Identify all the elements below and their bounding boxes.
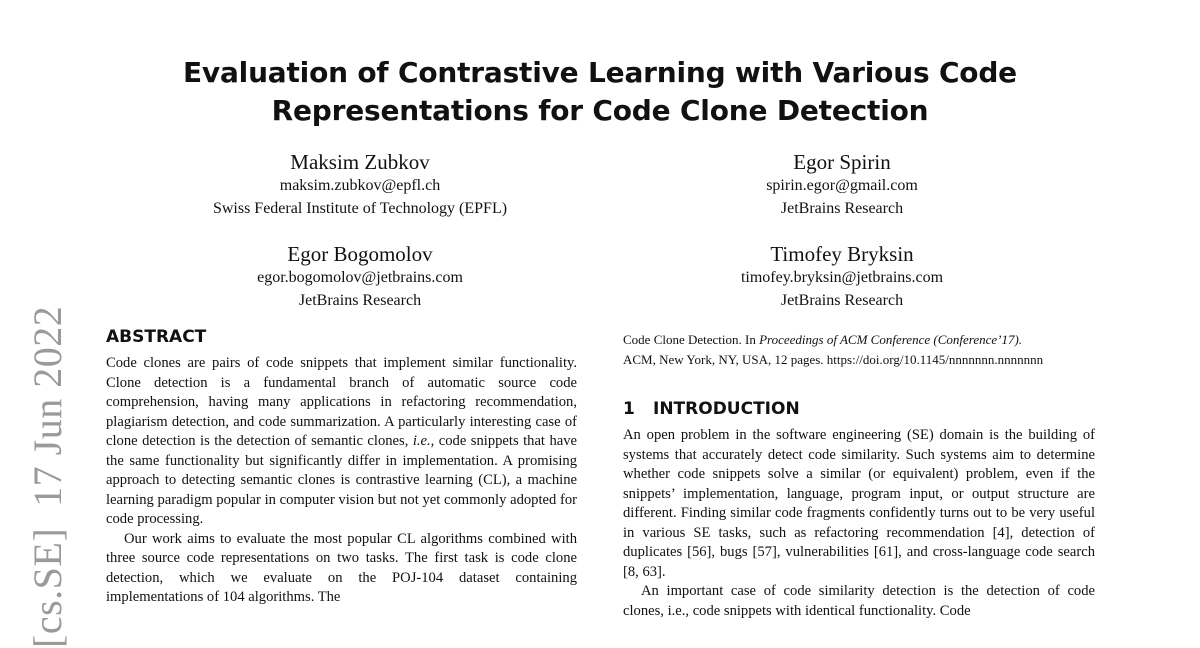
right-column: [623, 330, 1095, 621]
author-block: [622, 150, 1062, 220]
author-name: Egor Spirin: [793, 150, 891, 174]
left-column: [106, 326, 577, 608]
introduction-heading: 1 INTRODUCTION: [623, 399, 800, 419]
author-name: Egor Bogomolov: [287, 242, 433, 266]
abstract-paragraph: Code clones are pairs of code snippets that implement similar functionality. Clone detection is a fundamental branch of automatic source code comprehension, having many applications in refactoring recommendation, plagiarism detection, and code summarization. A particularly interesting case of clone detection is the detection of semantic clones, i.e., code snippets that have the same functionality but significantly differ in implementation. A promising approach to detecting semantic clones is contrastive learning (CL), a machine learning paradigm popular in computer vision but not yet commonly adopted for code processing.: [106, 355, 577, 527]
author-email: spirin.egor@gmail.com: [766, 177, 918, 194]
author-name: Timofey Bryksin: [770, 242, 914, 266]
author-block: [140, 242, 580, 312]
paper-title-line-2: Representations for Code Clone Detection: [271, 94, 929, 127]
abstract-paragraph: Our work aims to evaluate the most popular CL algorithms combined with three source code representations on two tasks. The first task is code clone detection, which we evaluate on the POJ-104 dataset containing implementations of 104 algorithms. The: [106, 530, 577, 605]
paper-title-line-1: Evaluation of Contrastive Learning with Various Code: [183, 56, 1017, 89]
author-affiliation: JetBrains Research: [298, 292, 422, 309]
author-block: [140, 150, 580, 220]
arxiv-stamp: [cs.SE] 17 Jun 2022: [25, 305, 70, 648]
acm-reference: Code Clone Detection. In Proceedings of ACM Conference (Conference’17). ACM, New York, NY, USA, 12 pages. https://doi.org/10.1145/nnnnnnn.nnnnnnn: [623, 332, 1044, 367]
author-name: Maksim Zubkov: [290, 150, 430, 174]
author-block: [622, 242, 1062, 312]
author-email: egor.bogomolov@jetbrains.com: [257, 269, 463, 286]
author-email: timofey.bryksin@jetbrains.com: [740, 269, 944, 286]
paper-title: [0, 54, 1200, 130]
abstract-heading: ABSTRACT: [106, 327, 207, 347]
introduction-paragraph: An open problem in the software engineering (SE) domain is the building of systems that accurately detect code similarity. Such systems aim to determine whether code snippets solve a similar (or equivalent) problem, even if the snippets’ implementation, language, program input, or output structure are different. Finding similar code fragments confidently turns out to be very useful in various SE tasks, such as refactoring recommendation [4], detection of duplicates [56], bugs [57], vulnerabilities [61], and cross-language code search [8, 63].: [623, 427, 1095, 580]
author-affiliation: Swiss Federal Institute of Technology (EPFL): [212, 200, 508, 217]
introduction-paragraph: An important case of code similarity detection is the detection of code clones, i.e., code snippets with identical functionality. Code: [623, 583, 1095, 619]
author-affiliation: JetBrains Research: [780, 292, 904, 309]
author-email: maksim.zubkov@epfl.ch: [279, 177, 441, 194]
author-affiliation: JetBrains Research: [780, 200, 904, 217]
